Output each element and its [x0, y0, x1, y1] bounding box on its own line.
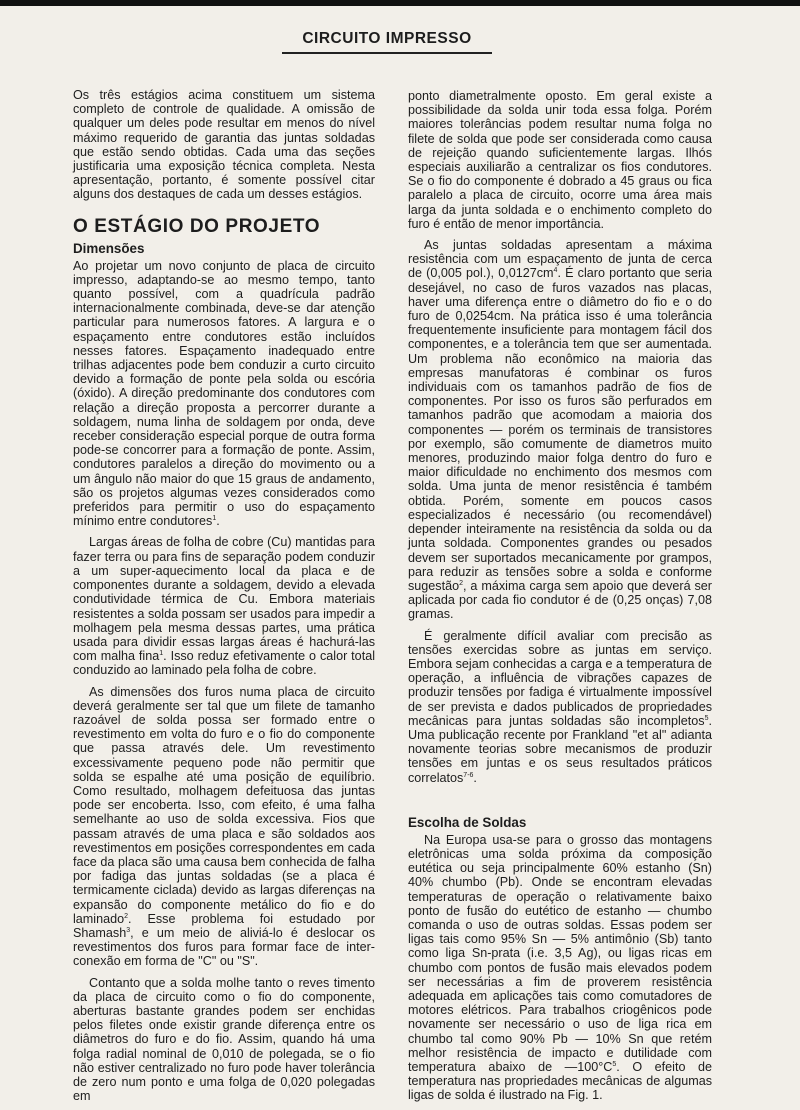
left-column: [73, 88, 375, 1110]
section-title: O ESTÁGIO DO PROJETO: [73, 215, 321, 237]
paragraph-3: As dimensões dos furos numa placa de circuito deverá geralmente ser tal que um filete de tamanho razoável de solda possa ser formado entre o revestimento em volta do furo e o fio do componente que passa através dele. Um revestimento excessivamente pequeno pode não permitir que solda se espalhe até uma posição de equilíbrio. Como resultado, molhagem defeituosa das juntas pode ser encoberta. Isso, com efeito, é uma falha semelhante ao uso de solda excessiva. Fios que passam através de uma placa e são soldados aos revestimentos em posições correspondentes em cada face da placa são uma causa bem conhecida de falha por fadiga das juntas soldadas (se a placa é termicamente ciclada) devido as largas diferenças na expansão do componente metálico do fio e do laminado$^2$. Esse problema foi estudado por Shamash$^3$, e um meio de aliviá-lo é deslocar os revestimentos dos furos para formar face de inter-conexão em forma de "C" ou "S".: [73, 684, 375, 969]
right-column: [408, 89, 712, 1110]
paragraph-1: Ao projetar um novo conjunto de placa de circuito impresso, adaptando-se ao mesmo tempo, tanto quanto possível, com a quadrícula padrão internacionalmente combinada, deve-se dar atenção particular para numerosos fatores. A largura e o espaçamento entre condutores estão incluídos nesses fatores. Espaçamento inadequado entre trilhas adjacentes pode bem conduzir a curto circuito devido a formação de ponte pela solda ou escória (óxido). A direção predominante dos condutores com relação a direção proposta a percorrer durante a soldagem, numa linha de soldagem por onda, deve receber consideração especial porque de outra forma pode-se concorrer para a formação de ponte. Assim, condutores paralelos a direção do movimento ou a um ângulo não maior do que 15 graus de andamento, são os projetos algumas vezes considerados como preferidos para permitir o uso do espaçamento mínimo entre condutores$^1$.: [73, 258, 375, 529]
running-header: CIRCUITO IMPRESSO: [282, 30, 492, 54]
page-top-rule: [0, 0, 800, 6]
subheading-escolha-de-soldas: Escolha de Soldas: [408, 814, 527, 830]
intro-paragraph: Os três estágios acima constituem um sistema completo de controle de qualidade. A omissão de qualquer um deles pode resultar em menos do nível máximo requerido de garantia das juntas soldadas que estão sendo obtidas. Cada uma das seções justificaria uma exposição técnica completa. Nesta apresentação, portanto, é somente possível citar alguns dos destaques de cada um desses estágios.: [73, 88, 375, 202]
right-paragraph-3: É geralmente difícil avaliar com precisão as tensões exercidas sobre as juntas em serviço. Embora sejam conhecidas a carga e a temperatura de operação, a influência de vibrações capazes de produzir tensões por fadiga é virtualmente impossível de ser prevista e dados publicados de propriedades mecânicas para juntas soldadas são incompletos$^5$. Uma publicação recente por Frankland "et al" adianta novamente teorias sobre mecanismos de produzir tensões em juntas e os seus resultados práticos correlatos$^{7-6}$.: [408, 628, 712, 785]
paragraph-2: Largas áreas de folha de cobre (Cu) mantidas para fazer terra ou para fins de separação podem conduzir a um super-aquecimento local da placa e de componentes durante a soldagem, devido a elevada condutividade térmica de Cu. Embora materiais resistentes a solda possam ser usados para impedir a molhagem pela mesma dessas partes, uma prática usada para dividir essas largas áreas é hachurá-las com malha fina$^1$. Isso reduz efetivamente o calor total conduzido ao laminado pela folha de cobre.: [73, 535, 375, 678]
paragraph-4: Contanto que a solda molhe tanto o reves timento da placa de circuito como o fio do componente, aberturas bastante grandes podem ser enchidas pelos filetes onde existir grande diferença entre os diâmetros do furo e do fio. Assim, quando há uma folga radial nominal de 0,010 de polegada, se o fio não estiver centralizado no furo pode haver tolerância de zero num ponto e uma folga de 0,020 polegadas em: [73, 975, 375, 1104]
right-paragraph-1: ponto diametralmente oposto. Em geral existe a possibilidade da solda unir toda essa folga. Porém maiores tolerâncias podem resultar numa folga no filete de solda que pode ser considerada como causa de rejeição quando suficientemente largas. Ilhós especiais auxiliarão a centralizar os fios condutores. Se o fio do componente é dobrado a 45 graus ou fica paralelo a placa de circuito, ocorre uma área mais larga da junta soldada e o enchimento completo do furo é então de menor importância.: [408, 89, 712, 231]
subheading-dimensoes: Dimensões: [73, 240, 145, 256]
right-paragraph-4: Na Europa usa-se para o grosso das montagens eletrônicas uma solda próxima da composição eutética ou seja principalmente 60% estanho (Sn) 40% chumbo (Pb). Onde se encontram elevadas temperaturas de operação o relativamente baixo ponto de fusão do eutético de estanho — chumbo comanda o uso de outras soldas. Essas podem ser ligas tais como 95% Sn — 5% antimônio (Sb) tanto como liga Sn-prata (i.e. 3,5 Ag), ou ligas ricas em chumbo com pontos de fusão mais elevados podem ser necessárias a fim de proverem resistência adequada em aplicações tais como comutadores de motores elétricos. Para trabalhos criogênicos pode novamente ser necessário o uso de liga rica em chumbo tal como 90% Pb — 10% Sn que retém melhor resistência de impacto e dutilidade com temperatura abaixo de $—100^\circ C^5$. O efeito de temperatura nas propriedades mecânicas de algumas ligas de solda é ilustrado na Fig. 1.: [408, 832, 712, 1103]
right-paragraph-2: As juntas soldadas apresentam a máxima resistência com um espaçamento de junta de cerca de (0,005 pol.), $0,0127cm^4$. É claro portanto que seria desejável, no caso de furos vazados nas placas, haver uma diferença entre o diâmetro do fio e o do furo de 0,0254cm. Na prática isso é uma tolerância frequentemente insuficiente para montagem fácil dos componentes, e a tolerância tem que ser aumentada. Um problema não econômico na maioria das empresas manufatoras é combinar os furos individuais com os tamanhos padrão de fios de componentes. Por isso os furos são perfurados em tamanhos padrão que acomodam a maioria dos componentes — porém os terminais de transistores por exemplo, são comumente de diametros muito menores, produzindo maior folga dentro do furo e maior dificuldade no enchimento dos mesmos com solda. Uma junta de menor resistência é também obtida. Porém, somente em poucos casos especializados é necessário (ou recomendável) depender inteiramente na resistência da solda ou da junta soldada. Componentes grandes ou pesados devem ser suportados mecanicamente por grampos, para reduzir as tensões sobre a solda e conforme sugestão$^2$, a máxima carga sem apoio que deverá ser aplicada por cada fio condutor é de (0,25 onças) 7,08 gramas.: [408, 238, 712, 622]
